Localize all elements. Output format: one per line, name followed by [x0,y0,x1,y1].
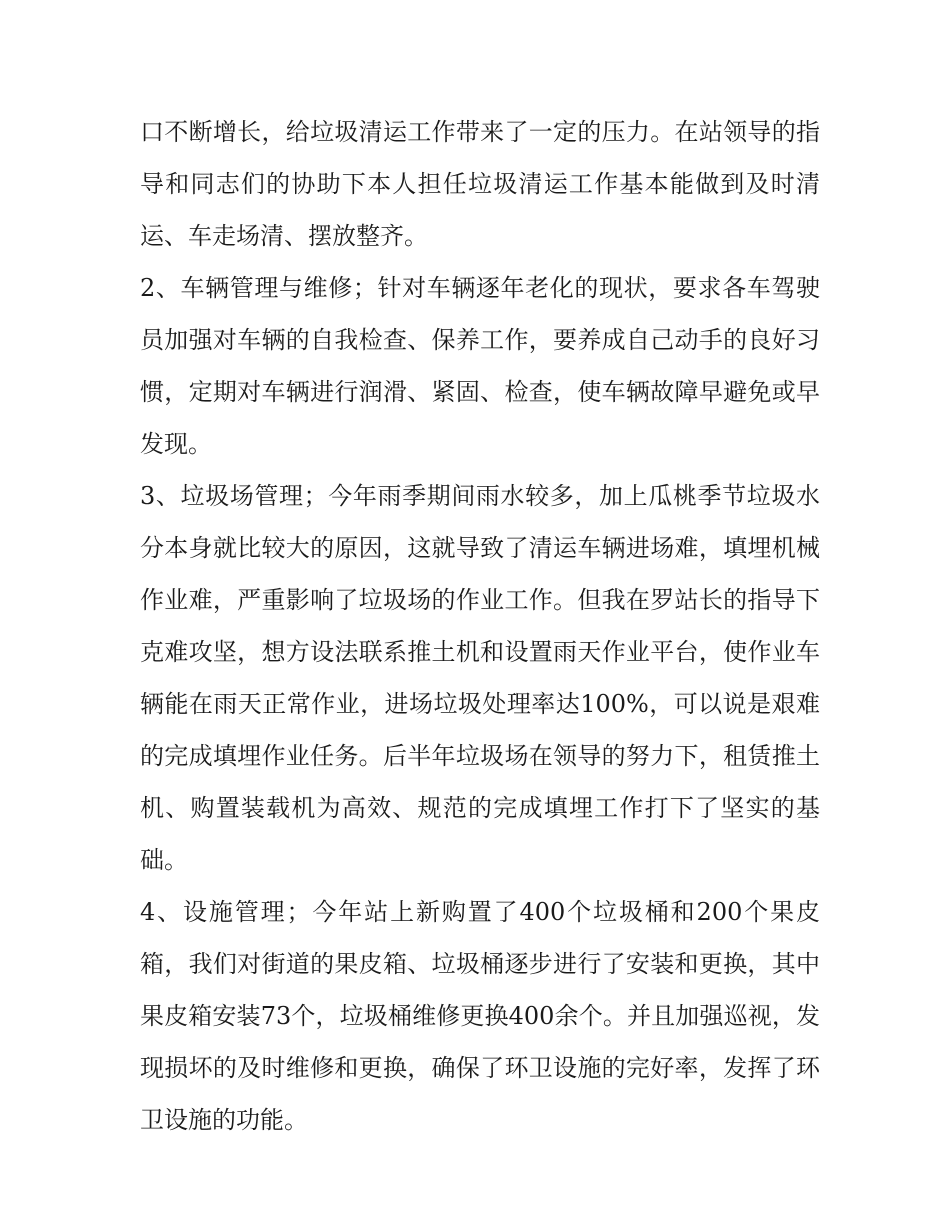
paragraph-garbage-collection: 口不断增长，给垃圾清运工作带来了一定的压力。在站领导的指导和同志们的协助下本人担任垃圾清运工作基本能做到及时清运、车走场清、摆放整齐。 [140,118,820,250]
paragraph-landfill-management: 3、垃圾场管理；今年雨季期间雨水较多，加上瓜桃季节垃圾水分本身就比较大的原因，这就导致了清运车辆进场难，填埋机械作业难，严重影响了垃圾场的作业工作。但我在罗站长的指导下克难攻坚，想方设法联系推土机和设置雨天作业平台，使作业车辆能在雨天正常作业，进场垃圾处理率达100%，可以说是艰难的完成填埋作业任务。后半年垃圾场在领导的努力下，租赁推土机、购置装载机为高效、规范的完成填埋工作打下了坚实的基础。 [140,482,820,874]
paragraph-vehicle-maintenance: 2、车辆管理与维修；针对车辆逐年老化的现状，要求各车驾驶员加强对车辆的自我检查、保养工作，要养成自己动手的良好习惯，定期对车辆进行润滑、紧固、检查，使车辆故障早避免或早发现。 [140,274,820,458]
document-body [140,106,820,1146]
paragraph-facility-management: 4、设施管理；今年站上新购置了400个垃圾桶和200个果皮箱，我们对街道的果皮箱、垃圾桶逐步进行了安装和更换，其中果皮箱安装73个，垃圾桶维修更换400余个。并且加强巡视，发现损坏的及时维修和更换，确保了环卫设施的完好率，发挥了环卫设施的功能。 [140,898,820,1134]
